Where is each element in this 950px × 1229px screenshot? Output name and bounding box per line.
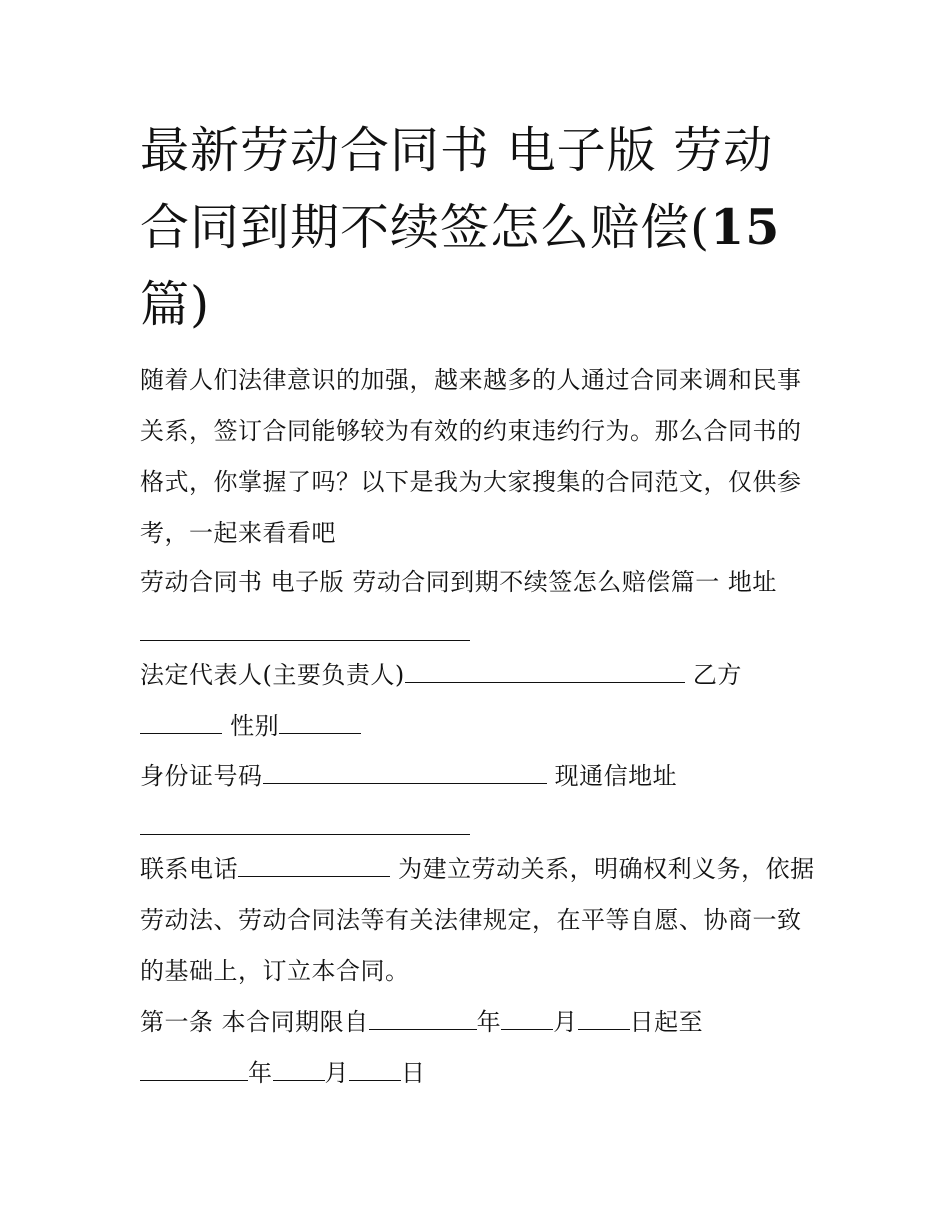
end-month-label: 月 [324,1059,349,1087]
address-label: 现通信地址 [554,762,678,790]
purpose-text: 为建立劳动关系，明确权利义务，依据劳动法、劳动合同法等有关法律规定，在平等自愿、协商一致的基础上，订立本合同。 [140,855,815,985]
legal-rep-blank [405,660,685,683]
legal-rep-line [140,650,820,752]
start-month-blank [501,1007,553,1030]
gender-blank [279,711,361,734]
end-day-label: 日 [401,1059,426,1087]
id-line [140,751,820,853]
end-day-blank [349,1058,401,1081]
phone-blank [238,854,390,877]
end-month-blank [273,1058,325,1081]
address-line-blank [140,812,470,835]
section-heading-text: 劳动合同书 电子版 劳动合同到期不续签怎么赔偿篇一 地址 [140,568,777,596]
title-text: 最新劳动合同书 电子版 劳动合同到期不续签怎么赔偿( [140,122,774,256]
address-blank [140,618,470,641]
phone-label: 联系电话 [140,855,238,883]
article-1 [140,997,820,1099]
year-label: 年 [476,1008,502,1036]
title-count: 15 [710,198,781,256]
title-text-end: 篇) [140,276,211,333]
legal-rep-label: 法定代表人(主要负责人) [140,661,405,689]
document-title [140,112,820,343]
section-heading [140,557,820,659]
start-day-blank [578,1007,630,1030]
party-b-label: 乙方 [692,661,742,689]
id-blank [263,761,547,784]
intro-paragraph: 随着人们法律意识的加强，越来越多的人通过合同来调和民事关系，签订合同能够较为有效的约束违约行为。那么合同书的格式，你掌握了吗？以下是我为大家搜集的合同范文，仅供参考，一起来看看吧 [140,366,802,547]
start-year-blank [369,1007,477,1030]
gender-label: 性别 [230,712,280,740]
id-label: 身份证号码 [140,762,263,790]
party-b-blank [140,711,222,734]
article1-label: 第一条 本合同期限自 [140,1008,369,1036]
from-suffix: 日起至 [629,1008,704,1036]
end-year-blank [140,1058,248,1081]
month-label: 月 [553,1008,578,1036]
end-year-label: 年 [248,1059,273,1087]
phone-paragraph [140,844,820,997]
